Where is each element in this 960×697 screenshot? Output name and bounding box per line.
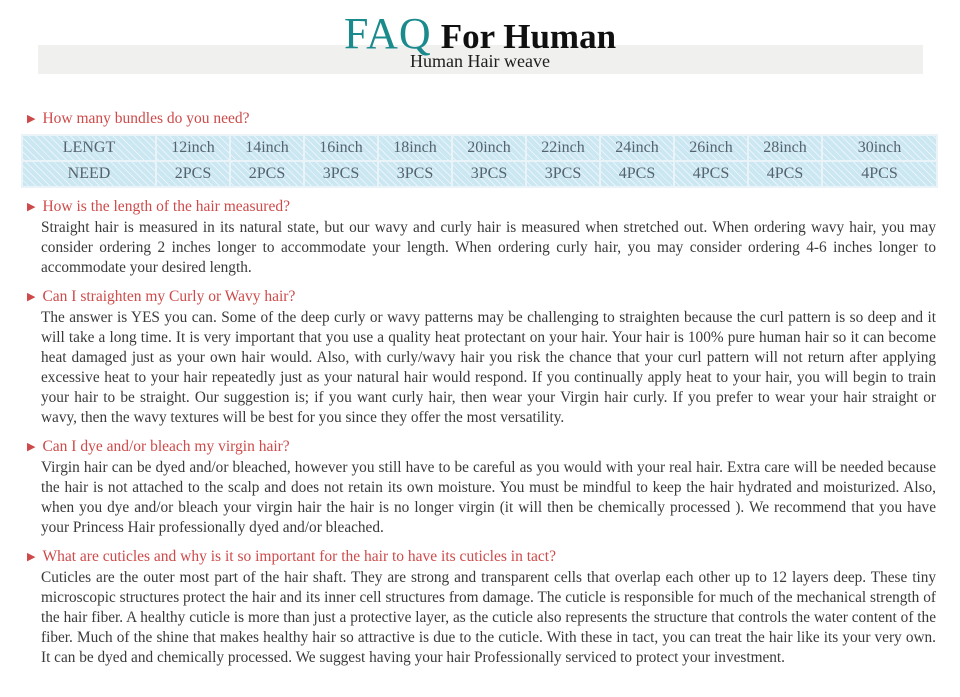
faq-item-length-measured — [27, 198, 936, 278]
faq-answer: Virgin hair can be dyed and/or bleached, however you still have to be careful as you would with your real hair. Extra care will be needed because the hair is not attached to the scalp and does not retain its own moisture. You must be mindful to keep the hair hydrated and moisturized. Also, when you dye and/or bleach your virgin hair the hair is no longer virgin (it will then be chemically processed ). We recommend that you have your Princess Hair professionally dyed and/or bleached. — [41, 459, 936, 536]
row-header-need: NEED — [22, 161, 156, 187]
table-row-need — [22, 161, 937, 187]
table-cell-pieces: 4PCS — [674, 161, 748, 187]
faq-question — [27, 438, 936, 456]
faq-item-cuticles — [27, 548, 936, 668]
title-rest: For Human — [440, 17, 617, 56]
faq-item-straighten — [27, 288, 936, 428]
page-title — [0, 0, 960, 56]
faq-question — [27, 288, 936, 306]
table-cell-pieces: 3PCS — [378, 161, 452, 187]
table-cell-length: 14inch — [230, 135, 304, 161]
table-cell-pieces: 2PCS — [156, 161, 230, 187]
table-cell-length: 22inch — [526, 135, 600, 161]
table-cell-pieces: 2PCS — [230, 161, 304, 187]
page-subtitle: Human Hair weave — [410, 51, 550, 71]
table-cell-length: 12inch — [156, 135, 230, 161]
triangle-bullet-icon: ▶ — [27, 440, 36, 453]
question-text: How is the length of the hair measured? — [42, 198, 290, 215]
table-cell-pieces: 3PCS — [526, 161, 600, 187]
table-cell-length: 28inch — [748, 135, 822, 161]
triangle-bullet-icon: ▶ — [27, 112, 36, 125]
faq-question-bundles — [27, 110, 936, 128]
table-cell-pieces: 4PCS — [600, 161, 674, 187]
faq-answer: The answer is YES you can. Some of the deep curly or wavy patterns may be challenging to straighten because the curl pattern is so deep and it will take a long time. It is very important that you use a quality heat protectant on your hair. Your hair is 100% pure human hair so it can become heat damaged just as your own hair would. Also, with curly/wavy hair you risk the chance that your curl pattern will not return after applying excessive heat to your hair repeatedly just as your natural hair would respond. If you continually apply heat to your hair, you will begin to train your hair to be straight. Our suggestion is; if you want curly hair, then wear your Virgin hair curly. If you prefer to wear your hair straight or wavy, then the wavy textures will be best for you since they offer the most versatility. — [41, 309, 936, 426]
bundles-table — [21, 134, 938, 188]
triangle-bullet-icon: ▶ — [27, 200, 36, 213]
table-row-length — [22, 135, 937, 161]
faq-question — [27, 548, 936, 566]
table-cell-pieces: 3PCS — [452, 161, 526, 187]
row-header-length: LENGT — [22, 135, 156, 161]
table-cell-pieces: 4PCS — [748, 161, 822, 187]
question-text: How many bundles do you need? — [42, 110, 250, 127]
title-accent: FAQ — [343, 9, 432, 58]
faq-answer: Cuticles are the outer most part of the hair shaft. They are strong and transparent cells that overlap each other up to 12 layers deep. These tiny microscopic structures protect the hair and its inner cell structures from damage. The cuticle is responsible for much of the mechanical strength of the hair fiber. A healthy cuticle is more than just a protective layer, as the cuticle also represents the structure that controls the water content of the fiber. Much of the shine that makes healthy hair so attractive is due to the cuticle. With these in tact, you can treat the hair like its your very own. It can be dyed and chemically processed. We suggest having your hair Professionally serviced to protect your investment. — [41, 569, 936, 666]
faq-answer: Straight hair is measured in its natural state, but our wavy and curly hair is measured when stretched out. When ordering wavy hair, you may consider ordering 2 inches longer to accommodate your length. When ordering curly hair, you may consider ordering 4-6 inches longer to accommodate your desired length. — [41, 219, 936, 276]
table-cell-pieces: 3PCS — [304, 161, 378, 187]
table-cell-length: 20inch — [452, 135, 526, 161]
triangle-bullet-icon: ▶ — [27, 550, 36, 563]
table-cell-pieces: 4PCS — [822, 161, 937, 187]
triangle-bullet-icon: ▶ — [27, 290, 36, 303]
table-cell-length: 16inch — [304, 135, 378, 161]
table-cell-length: 24inch — [600, 135, 674, 161]
table-cell-length: 26inch — [674, 135, 748, 161]
question-text: Can I dye and/or bleach my virgin hair? — [42, 438, 290, 455]
question-text: Can I straighten my Curly or Wavy hair? — [42, 288, 296, 305]
faq-item-dye-bleach — [27, 438, 936, 538]
table-cell-length: 18inch — [378, 135, 452, 161]
header — [0, 0, 960, 74]
faq-question — [27, 198, 936, 216]
table-cell-length: 30inch — [822, 135, 937, 161]
question-text: What are cuticles and why is it so important for the hair to have its cuticles in tact? — [42, 548, 556, 565]
